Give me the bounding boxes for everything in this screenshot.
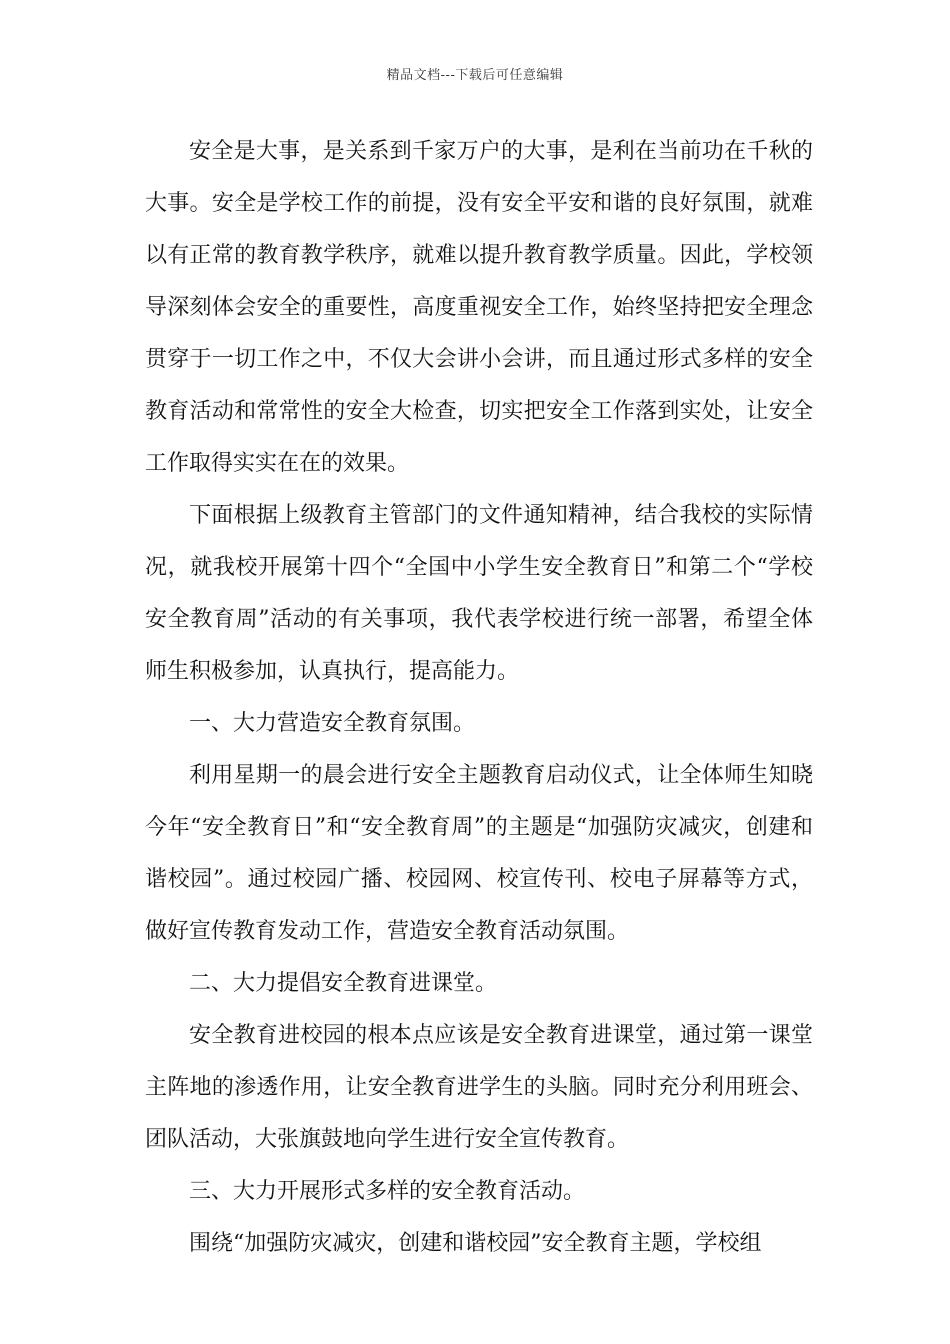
- section-heading-2: 二、大力提倡安全教育进课堂。: [189, 971, 498, 996]
- paragraph-intro: 安全是大事，是关系到千家万户的大事，是利在当前功在千秋的大事。安全是学校工作的前提，没有安全平安和谐的良好氛围，就难以有正常的教育教学秩序，就难以提升教育教学质量。因此，学校领导深刻体会安全的重要性，高度重视安全工作，始终坚持把安全理念贯穿于一切工作之中，不仅大会讲小会讲，而且通过形式多样的安全教育活动和常常性的安全大检查，切实把安全工作落到实处，让安全工作取得实实在在的效果。: [145, 139, 813, 476]
- paragraph-deployment: 下面根据上级教育主管部门的文件通知精神，结合我校的实际情况，就我校开展第十四个“全国中小学生安全教育日”和第二个“学校安全教育周”活动的有关事项，我代表学校进行统一部署，希望全体师生积极参加，认真执行，提高能力。: [145, 503, 813, 684]
- section-heading-1: 一、大力营造安全教育氛围。: [189, 711, 476, 736]
- paragraph-section-3: 围绕“加强防灾减灾，创建和谐校园”安全教育主题，学校组: [189, 1231, 762, 1256]
- paragraph-section-1: 利用星期一的晨会进行安全主题教育启动仪式，让全体师生知晓今年“安全教育日”和“安全教育周”的主题是“加强防灾减灾，创建和谐校园”。通过校园广播、校园网、校宣传刊、校电子屏幕等方式，做好宣传教育发动工作，营造安全教育活动氛围。: [145, 763, 813, 944]
- paragraph-section-2: 安全教育进校园的根本点应该是安全教育进课堂，通过第一课堂主阵地的渗透作用，让安全教育进学生的头脑。同时充分利用班会、团队活动，大张旗鼓地向学生进行安全宣传教育。: [145, 1023, 813, 1152]
- section-heading-3: 三、大力开展形式多样的安全教育活动。: [189, 1179, 586, 1204]
- document-body: [145, 126, 813, 1270]
- page-header: 精品文档---下载后可任意编辑: [386, 68, 564, 83]
